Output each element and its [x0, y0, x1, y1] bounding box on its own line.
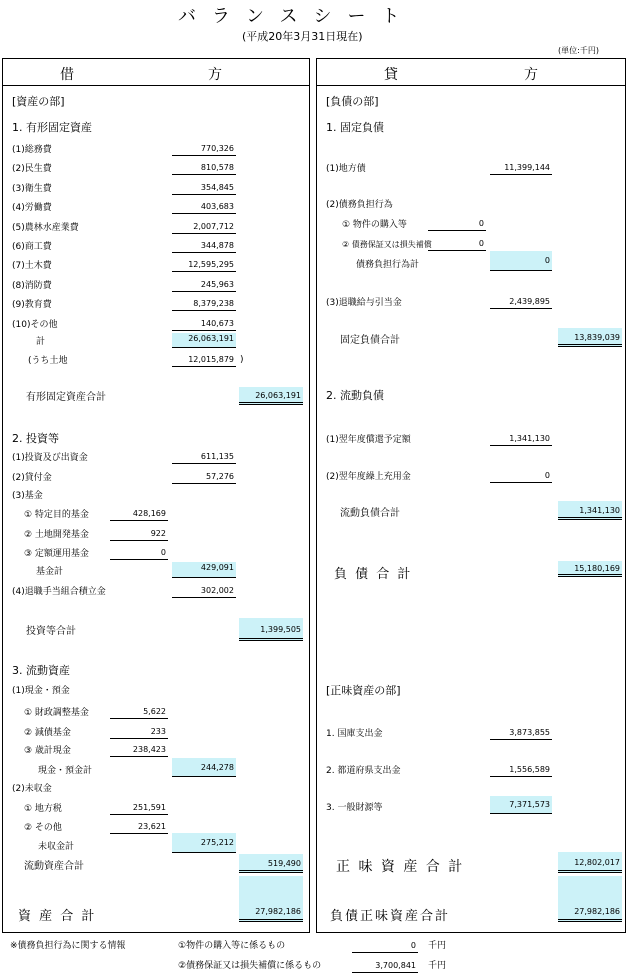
prefectural-subsidy-label: 2. 都道府県支出金 [326, 766, 401, 776]
invest-item-4-value: 302,002 [172, 585, 236, 598]
fixed-asset-item-value: 770,326 [172, 143, 236, 156]
right-header-side: 方 [524, 67, 538, 83]
footnote-label: ※債務負担行為に関する情報 [10, 941, 126, 951]
left-header-side: 方 [208, 67, 222, 83]
net-assets-total-label: 正 味 資 産 合 計 [336, 859, 465, 875]
footnote-1-value: 0 [352, 940, 418, 953]
bonds-label: (1)地方債 [326, 164, 366, 174]
fund-2-label: ② 土地開発基金 [24, 530, 89, 540]
net-assets-section: [正味資産の部] [326, 684, 401, 697]
liabilities-grand-total-label: 負 債 合 計 [334, 567, 413, 582]
carryover-value: 0 [490, 470, 552, 483]
fixed-asset-item-value: 245,963 [172, 279, 236, 292]
fixed-asset-item-label: (9)教育費 [12, 300, 52, 311]
receivable-1-value: 251,591 [110, 802, 168, 815]
current-assets-total-value: 519,490 [239, 854, 303, 873]
fixed-asset-item-value: 403,683 [172, 201, 236, 214]
general-revenue-value: 7,371,573 [490, 796, 552, 814]
cash-2-value: 233 [110, 726, 168, 739]
fixed-asset-item-label: (4)労働費 [12, 203, 52, 214]
fixed-assets-total-label: 有形固定資産合計 [26, 392, 106, 403]
fixed-liabilities-heading: 1. 固定負債 [326, 121, 384, 134]
fund-3-value: 0 [110, 547, 168, 560]
fixed-subtotal-label: 計 [36, 337, 46, 347]
fixed-asset-item-label: (3)衛生費 [12, 183, 52, 194]
footnote-1-unit: 千円 [428, 941, 447, 951]
cash-2-label: ② 減債基金 [24, 728, 71, 738]
cash-total-label: 現金・預金計 [38, 766, 93, 776]
receivable-1-label: ① 地方税 [24, 804, 62, 814]
cash-1-value: 5,622 [110, 706, 168, 719]
retirement-reserve-value: 2,439,895 [490, 296, 552, 309]
right-header-divider [316, 85, 626, 86]
fund-1-label: ① 特定目的基金 [24, 510, 89, 520]
current-liabilities-total-label: 流動負債合計 [340, 508, 400, 519]
general-revenue-label: 3. 一般財源等 [326, 803, 383, 813]
fixed-asset-item-label: (5)農林水産業費 [12, 222, 79, 233]
right-header-credit: 貸 [384, 67, 398, 83]
footnote-2-unit: 千円 [428, 961, 447, 971]
prefectural-subsidy-value: 1,556,589 [490, 764, 552, 777]
fixed-asset-item-value: 344,878 [172, 240, 236, 253]
left-header-divider [2, 85, 310, 86]
assets-grand-total-value: 27,982,186 [239, 876, 303, 922]
fixed-liabilities-total-label: 固定負債合計 [340, 335, 400, 346]
debt-burden-total-label: 債務負担行為計 [356, 260, 420, 270]
fixed-asset-item-label: (7)土木費 [12, 261, 52, 272]
fund-2-value: 922 [110, 528, 168, 541]
redemption-value: 1,341,130 [490, 433, 552, 446]
national-subsidy-label: 1. 国庫支出金 [326, 729, 383, 739]
liabilities-net-assets-grand-label: 負債正味資産合計 [330, 909, 451, 924]
fixed-asset-item-value: 140,673 [172, 318, 236, 331]
retirement-reserve-label: (3)退職給与引当金 [326, 298, 402, 308]
carryover-label: (2)翌年度繰上充用金 [326, 472, 411, 482]
fixed-asset-item-value: 810,578 [172, 162, 236, 175]
fixed-asset-item-label: (2)民生費 [12, 164, 52, 175]
invest-item-2-label: (2)貸付金 [12, 473, 52, 483]
cash-3-label: ③ 歳計現金 [24, 746, 71, 756]
unit-label: (単位:千円) [558, 46, 599, 55]
cash-1-label: ① 財政調整基金 [24, 708, 89, 718]
fund-3-label: ③ 定額運用基金 [24, 549, 89, 559]
footnote-2-label: ②債務保証又は損失補償に係るもの [178, 961, 322, 971]
fund-1-value: 428,169 [110, 508, 168, 521]
invest-total-label: 投資等合計 [26, 626, 76, 637]
liabilities-net-assets-grand-value: 27,982,186 [558, 876, 622, 922]
invest-total-value: 1,399,505 [239, 618, 303, 641]
bonds-value: 11,399,144 [490, 162, 552, 175]
invest-item-4-label: (4)退職手当組合積立金 [12, 587, 106, 597]
receivables-label: (2)未収金 [12, 784, 52, 794]
debt-burden-1-value: 0 [428, 218, 486, 231]
land-close: ) [240, 355, 244, 365]
fixed-asset-item-value: 2,007,712 [172, 221, 236, 234]
invest-item-1-label: (1)投資及び出資金 [12, 453, 88, 463]
footnote-1-label: ①物件の購入等に係るもの [178, 941, 286, 951]
debt-burden-label: (2)債務負担行為 [326, 200, 393, 210]
fixed-asset-item-value: 354,845 [172, 182, 236, 195]
current-assets-heading: 3. 流動資産 [12, 664, 70, 677]
national-subsidy-value: 3,873,855 [490, 727, 552, 740]
fixed-asset-item-label: (1)総務費 [12, 145, 52, 155]
liabilities-section: [負債の部] [326, 95, 379, 108]
fixed-asset-item-value: 12,595,295 [172, 259, 236, 272]
current-assets-total-label: 流動資産合計 [24, 861, 84, 872]
invest-heading: 2. 投資等 [12, 432, 59, 445]
current-liabilities-heading: 2. 流動負債 [326, 389, 384, 402]
fixed-asset-item-label: (6)商工費 [12, 242, 52, 252]
receivable-2-value: 23,621 [110, 821, 168, 834]
fixed-assets-total-value: 26,063,191 [239, 387, 303, 405]
redemption-label: (1)翌年度償還予定額 [326, 435, 411, 445]
cash-3-value: 238,423 [110, 744, 168, 757]
liabilities-grand-total-value: 15,180,169 [558, 561, 622, 577]
net-assets-total-value: 12,802,017 [558, 852, 622, 873]
current-liabilities-total-value: 1,341,130 [558, 501, 622, 520]
assets-grand-total-label: 資 産 合 計 [18, 909, 97, 924]
left-header-debit: 借 [60, 67, 74, 83]
land-label: (うち土地 [28, 356, 68, 366]
assets-section: [資産の部] [12, 95, 65, 108]
fund-total-value: 429,091 [172, 562, 236, 578]
debt-burden-2-label: ② 債務保証又は損失補償 [342, 240, 432, 249]
fixed-assets-heading: 1. 有形固定資産 [12, 121, 92, 134]
page-title: バランスシート [178, 6, 416, 27]
cash-label: (1)現金・預金 [12, 686, 70, 696]
fixed-subtotal-value: 26,063,191 [172, 333, 236, 348]
fixed-liabilities-total-value: 13,839,039 [558, 328, 622, 347]
invest-item-1-value: 611,135 [172, 451, 236, 464]
cash-total-value: 244,278 [172, 758, 236, 777]
debt-burden-1-label: ① 物件の購入等 [342, 220, 407, 230]
invest-item-3-label: (3)基金 [12, 491, 43, 501]
land-value: 12,015,879 [172, 354, 236, 367]
fund-total-label: 基金計 [36, 567, 64, 577]
receivable-2-label: ② その他 [24, 823, 62, 833]
debt-burden-total-value: 0 [490, 251, 552, 271]
invest-item-2-value: 57,276 [172, 471, 236, 484]
debt-burden-2-value: 0 [428, 238, 486, 251]
fixed-asset-item-label: (8)消防費 [12, 280, 52, 291]
fixed-asset-item-value: 8,379,238 [172, 298, 236, 311]
receivables-total-label: 未収金計 [38, 842, 75, 852]
page-subtitle: (平成20年3月31日現在) [242, 30, 363, 43]
fixed-asset-item-label: (10)その他 [12, 319, 58, 330]
footnote-2-value: 3,700,841 [352, 960, 418, 973]
receivables-total-value: 275,212 [172, 833, 236, 853]
